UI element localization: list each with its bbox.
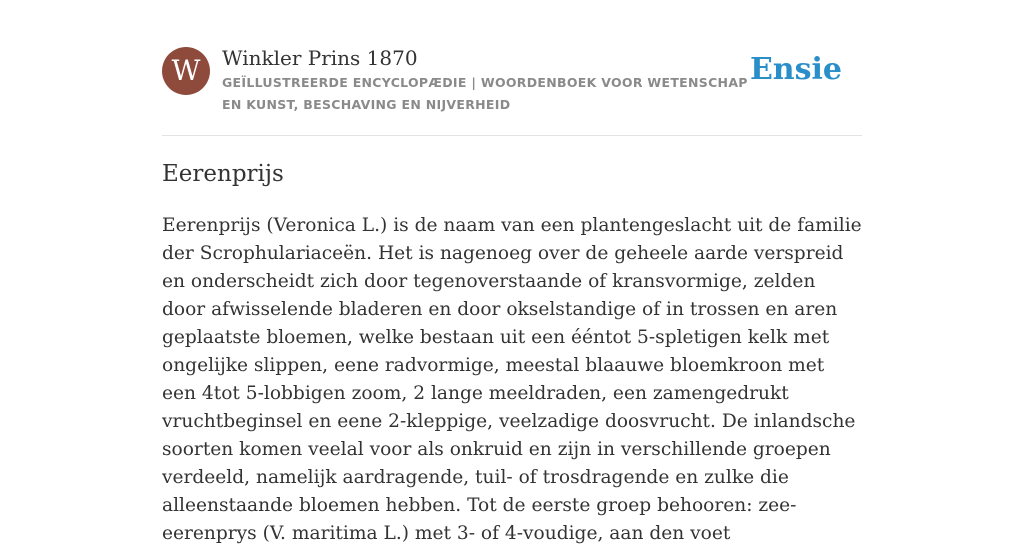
header-divider <box>162 135 862 136</box>
source-title-link[interactable]: Winkler Prins 1870 <box>222 46 418 70</box>
ensie-logo[interactable]: Ensie <box>749 52 842 87</box>
source-avatar[interactable]: W <box>162 47 210 95</box>
source-header <box>162 46 862 136</box>
article-body: Eerenprijs (Veronica L.) is de naam van een plantengeslacht uit de familie der Scrophulariaceën. Het is nagenoeg over de geheele aarde verspreid en onderscheidt zich door tegenoverstaande of kransvormige, zelden door afwisselende bladeren en door okselstandige of in trossen en aren geplaatste bloemen, welke bestaan uit een ééntot 5-spletigen kelk met ongelijke slippen, eene radvormige, meestal blaauwe bloemkroon met een 4tot 5-lobbigen zoom, 2 lange meeldraden, een zamengedrukt vruchtbeginsel en eene 2-kleppige, veelzadige doosvrucht. De inlandsche soorten komen veelal voor als onkruid en zijn in verschillende groepen verdeeld, namelijk aardragende, tuil- of trosdragende en zulke die alleenstaande bloemen hebben. Tot de eerste groep behooren: zee-eerenprys (V. maritima L.) met 3- of 4-voudige, aan den voet <box>162 215 862 544</box>
article-title: Eerenprijs <box>162 161 284 187</box>
source-subtitle: GEÏLLUSTREERDE ENCYCLOPÆDIE | WOORDENBOEK VOOR WETENSCHAP EN KUNST, BESCHAVING EN NIJVERHEID <box>222 75 748 112</box>
